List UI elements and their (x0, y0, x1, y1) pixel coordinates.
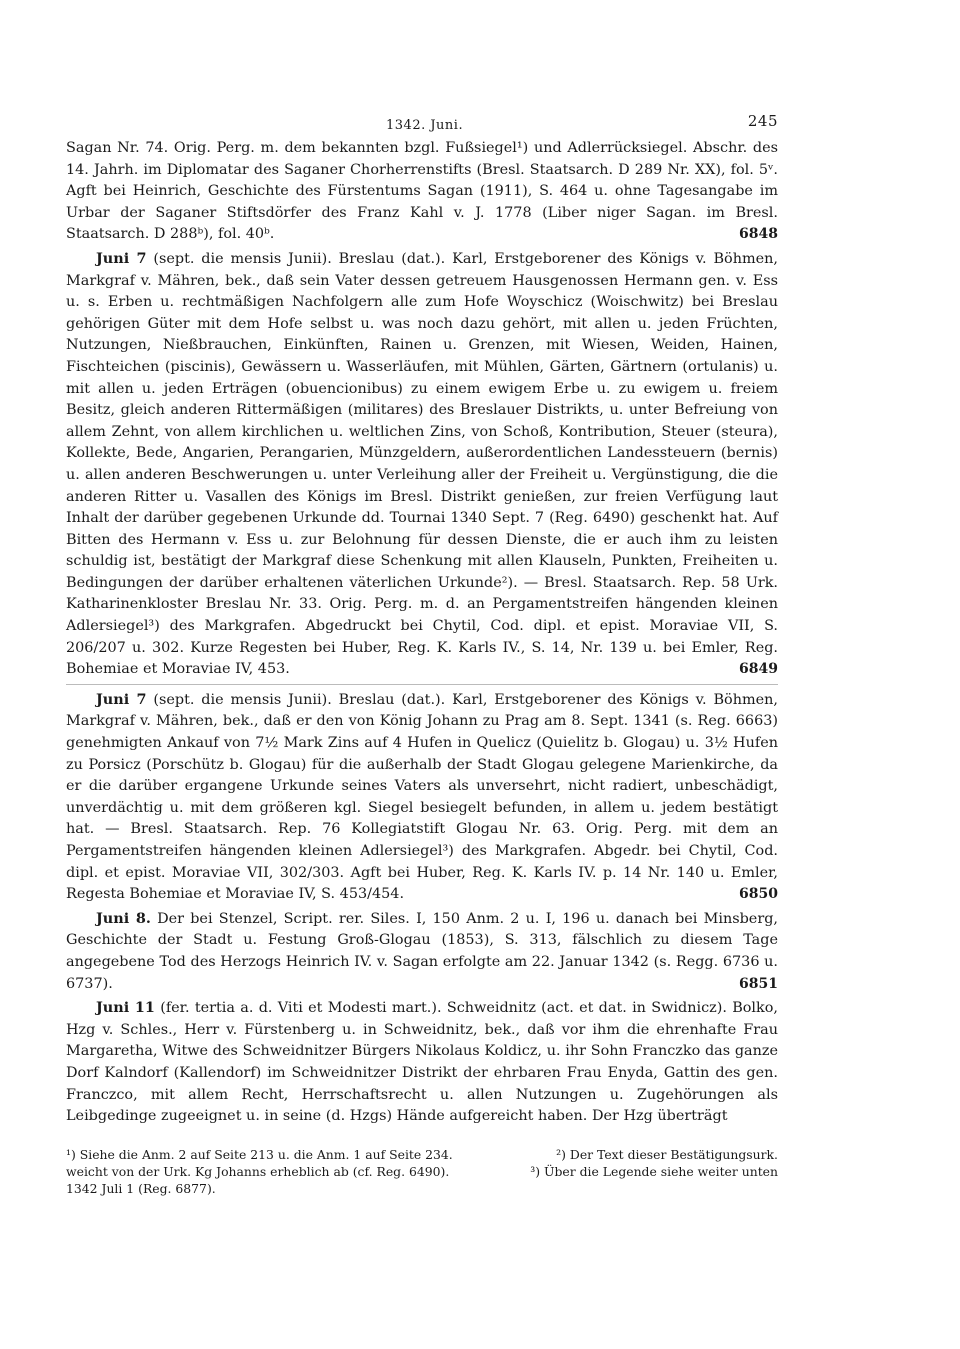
footnote-3: ³) Über die Legende siehe weiter unten (530, 1163, 778, 1179)
page-header (66, 112, 778, 138)
footnote-row (66, 1146, 778, 1163)
entry-date: Juni 8. (96, 909, 151, 927)
footnote-2: ²) Der Text dieser Bestätigungsurk. (556, 1146, 778, 1162)
entry-text: (sept. die mensis Junii). Breslau (dat.). Karl, Erstgeborener des Königs v. Böhmen, Markgraf v. Mähren, bek., daß sein Vater dessen getreuem Hausgenossen Hermann gen. v. Ess u. s. Erben u. rechtmäßigen Nachfolgern alle zum Hofe Woyschicz (Woischwitz) bei Breslau gehörigen Güter mit dem Hofe selbst u. was noch dazu gehört, mit allen u. jeden Früchten, Nutzungen, Nießbrauchen, Einkünften, Rainen u. Grenzen, mit Wiesen, Weiden, Hainen, Fischteichen (piscinis), Gewässern u. Wasserläufen, mit Mühlen, Gärten, Gärtnern (ortulanis) u. mit allen u. jeden Erträgen (obuencionibus) zu einem ewigem Erbe u. zu ewigem u. freiem Besitz, gleich anderen Rittermäßigen (militares) des Breslauer Distrikts, u. unter Befreiung von allem Zehnt, von allem kirchlichen u. weltlichen Zins, von Schoß, Kontribution, Steuer (steura), Kollekte, Bede, Angarien, Perangarien, Münzgeldern, außerordentlichen Landessteuern (bernis) u. allen anderen Beschwerungen u. unter Verleihung aller der Freiheit u. Vergünstigung, die die anderen Ritter u. Vasallen des Königs im Bresl. Distrikt genießen, zur freien Verfügung laut Inhalt der darüber gegebenen Urkunde dd. Tournai 1340 Sept. 7 (Reg. 6490) geschenkt hat. Auf Bitten des Hermann v. Ess u. zur Belohnung für dessen Dienste, die er auch ihm zu leisten schuldig ist, bestätigt der Markgraf diese Schenkung mit allen Klauseln, Punkten, Freiheiten u. Bedingungen der darüber erhaltenen väterlichen Urkunde²). — Bresl. Staatsarch. Rep. 58 Urk. Katharinenkloster Breslau Nr. 33. Orig. Perg. m. d. an Pergamentstreifen hängenden kleinen Adlersiegel³) des Markgrafen. Abgedruckt bei Chytil, Cod. dipl. et epist. Moraviae VII, S. 206/207 u. 302. Kurze Regesten bei Huber, Reg. K. Karls IV., S. 14, Nr. 139 u. bei Emler, Reg. Bohemiae et Moraviae IV, 453. (66, 250, 778, 678)
running-title: 1342. Juni. (386, 118, 464, 133)
entry-date: Juni 7 (96, 249, 147, 267)
regest-entry (66, 908, 778, 995)
regest-entry (66, 248, 778, 681)
entry-number: 6850 (739, 886, 778, 903)
divider (66, 684, 778, 685)
entry-number: 6848 (739, 226, 778, 243)
page-number: 245 (747, 112, 778, 130)
previous-entry-text (66, 138, 778, 246)
footnote-1: ¹) Siehe die Anm. 2 auf Seite 213 u. die Anm. 1 auf Seite 234. (66, 1146, 453, 1162)
document-page (66, 112, 778, 1197)
entry-text: Der bei Stenzel, Script. rer. Siles. I, 150 Anm. 2 u. I, 196 u. danach bei Minsberg, Geschichte der Stadt u. Festung Groß-Glogau (1853), S. 313, fälschlich zu diesem Tage angegebene Tod des Herzogs Heinrich IV. v. Sagan erfolgte am 22. Januar 1342 (s. Regg. 6736 u. 6737). (66, 910, 778, 992)
footnote-2-continuation: weicht von der Urk. Kg Johanns erheblich ab (cf. Reg. 6490). (66, 1163, 450, 1179)
entry-text: (fer. tertia a. d. Viti et Modesti mart.). Schweidnitz (act. et dat. in Swidnicz). Bolko, Hzg v. Schles., Herr v. Fürstenberg u. in Schweidnitz, bek., daß vor ihm die ehrenhafte Frau Margaretha, Witwe des Schweidnitzer Bürgers Nikolaus Koldicz, u. ihr Sohn Franczko das ganze Dorf Kalndorf (Kallendorf) im Schweidnitzer Distrikt der ehrbaren Frau Enyda, Gattin des gen. Franczco, mit allem Recht, Herrschaftsrecht u. allen Nutzungen u. Zugehörungen als Leibgedinge zugeeignet u. in seine (d. Hzgs) Hände aufgereicht haben. Der Hzg überträgt (66, 1000, 778, 1125)
previous-entry-body: Sagan Nr. 74. Orig. Perg. m. dem bekannten bzgl. Fußsiegel¹) und Adlerrücksiegel. Abschr. des 14. Jahrh. im Diplomatar des Saganer Chorherrenstifts (Bresl. Staatsarch. D 289 Nr. XX), fol. 5ᵛ. Agft bei Heinrich, Geschichte des Fürstentums Sagan (1911), S. 464 u. ohne Tagesangabe im Urbar der Saganer Stiftsdörfer des Franz Kahl v. J. 1778 (Liber niger Sagan. im Bresl. Staatsarch. D 288ᵇ), fol. 40ᵇ. (66, 140, 778, 243)
entry-date: Juni 7 (96, 690, 147, 708)
regest-entry (66, 689, 778, 906)
footnotes (66, 1146, 778, 1197)
entry-text: (sept. die mensis Junii). Breslau (dat.). Karl, Erstgeborener des Königs v. Böhmen, Markgraf v. Mähren, bek., daß er den von König Johann zu Prag am 8. Sept. 1341 (s. Reg. 6663) genehmigten Ankauf von 7½ Mark Zins auf 4 Hufen in Quelicz (Quielitz b. Glogau) u. 3½ Hufen zu Porsicz (Porschütz b. Glogau) für die außerhalb der Stadt Glogau gelegene Marienkirche, da er die darüber ergangene Urkunde seines Vaters als unversehrt, nicht radiert, unbeschädigt, unverdächtig u. mit dem größeren kgl. Siegel besiegelt befunden, in allem u. jedem bestätigt hat. — Bresl. Staatsarch. Rep. 76 Kollegiatstift Glogau Nr. 63. Orig. Perg. mit dem an Pergamentstreifen hängenden kleinen Adlersiegel³) des Markgrafen. Abgedr. bei Chytil, Cod. dipl. et epist. Moraviae VII, 302/303. Agft bei Huber, Reg. K. Karls IV. p. 14 Nr. 140 u. Emler, Regesta Bohemiae et Moraviae IV, S. 453/454. (66, 691, 778, 903)
entry-date: Juni 11 (96, 999, 155, 1017)
entry-number: 6849 (739, 661, 778, 678)
regest-entry (66, 997, 778, 1128)
footnote-row (66, 1163, 778, 1180)
entry-number: 6851 (739, 975, 778, 992)
footnote-3-continuation: 1342 Juli 1 (Reg. 6877). (66, 1180, 216, 1196)
